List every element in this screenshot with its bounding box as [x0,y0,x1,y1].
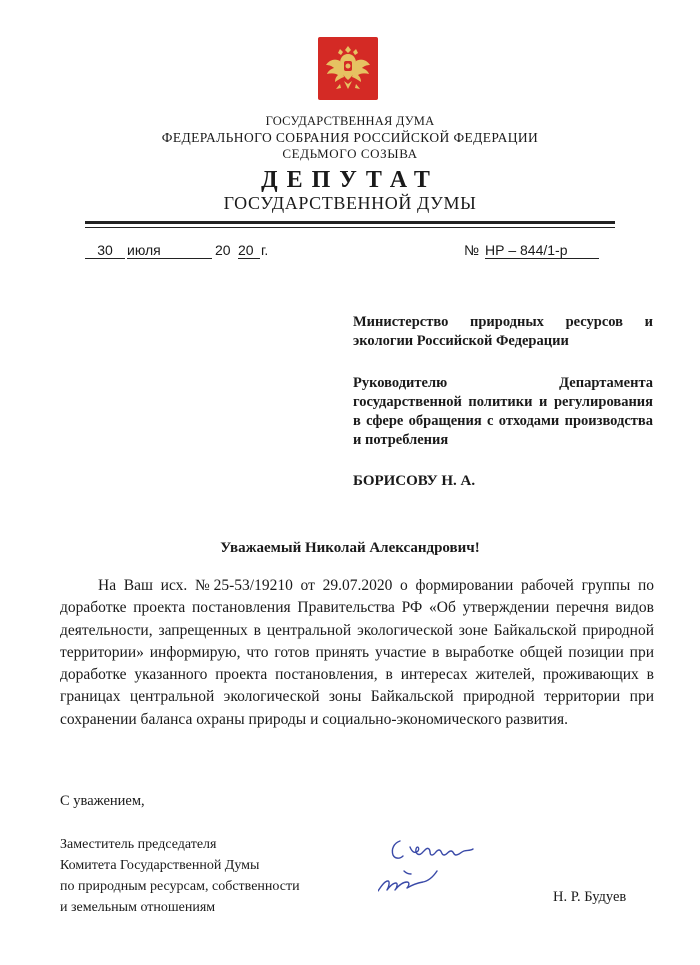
date-year-abbr: г. [261,242,269,258]
header-divider-thick [85,221,615,224]
header-line-federal-assembly: ФЕДЕРАЛЬНОГО СОБРАНИЯ РОССИЙСКОЙ ФЕДЕРАЦИИ [161,130,539,145]
letter-body: На Ваш исх. №25-53/19210 от 29.07.2020 о формировании рабочей группы по доработке проекта постановления Правительства РФ «Об утверждении перечня видов деятельности, запрещенных в центральной экологической зоне Байкальской природной территории» информирую, что готов принять участие в выработке общей позиции при доработке указанного проекта постановления, в интересах жителей, проживающих в границах центральной экологической зоны Байкальской природной территории при сохранении баланса охраны природы и социально-экономического развития. [60,577,654,728]
header-divider-thin [85,227,615,228]
addressee-ministry: Министерство природных ресурсов и экологии Российской Федерации [353,314,653,349]
date-year-suffix: 20 [238,242,260,259]
signatory-title-line: Комитета Государственной Думы [60,858,260,873]
date-month: июля [127,242,212,259]
document-number: НР – 844/1-р [485,242,599,259]
signatory-title-line: по природным ресурсам, собственности [60,879,300,894]
signatory-title-line: и земельным отношениям [60,900,216,915]
signatory-title [60,834,300,918]
coat-of-arms-icon [318,37,378,100]
date-year-prefix: 20 [215,242,231,258]
addressee-name: БОРИСОВУ Н. А. [353,473,476,489]
header-line-convocation: СЕДЬМОГО СОЗЫВА [282,146,418,161]
letterhead-subtitle: ГОСУДАРСТВЕННОЙ ДУМЫ [223,193,477,213]
date-day: 30 [85,242,125,259]
handwritten-signature [378,835,538,895]
letterhead-title: ДЕПУТАТ [261,167,439,193]
closing: С уважением, [60,793,145,809]
signatory-title-line: Заместитель председателя [60,837,217,852]
number-label: № [464,242,480,258]
salutation: Уважаемый Николай Александрович! [220,540,480,556]
addressee-position: Руководителю Департамента государственной политики и регулирования в сфере обращения с отходами производства и потребления [353,375,653,448]
signatory-name: Н. Р. Будуев [553,889,627,905]
header-line-duma: ГОСУДАРСТВЕННАЯ ДУМА [265,114,435,128]
